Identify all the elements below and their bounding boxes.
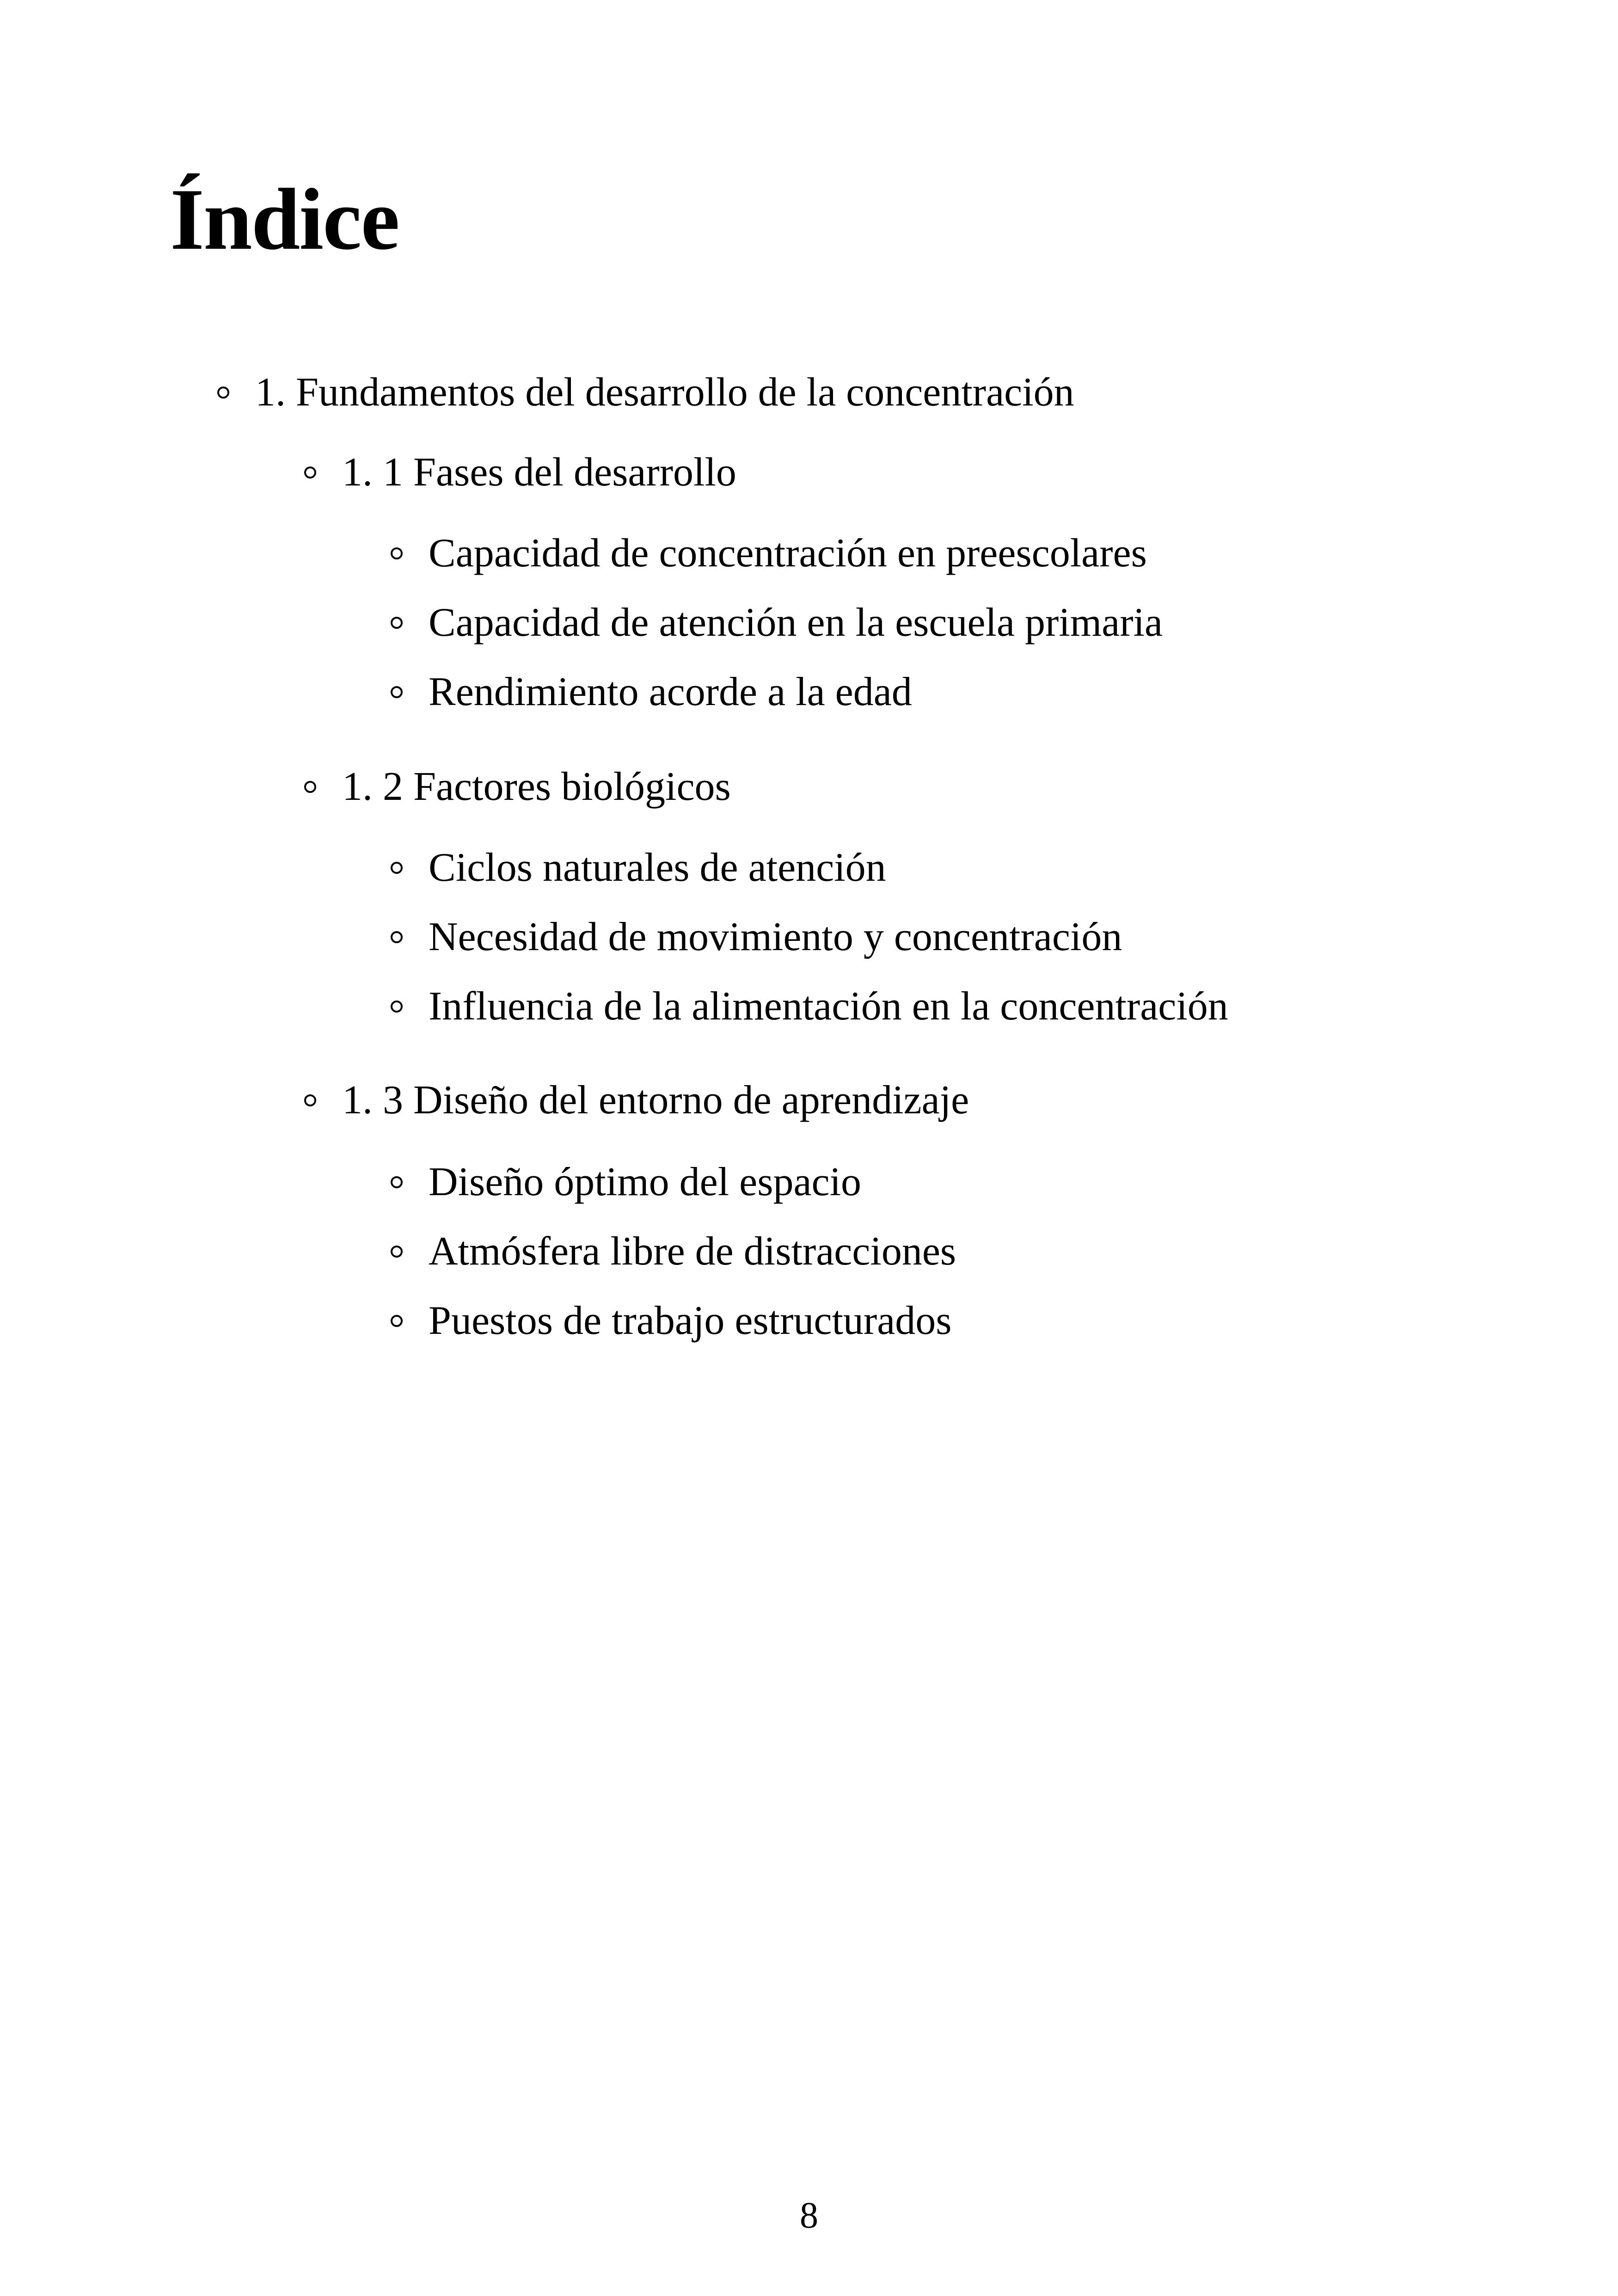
hollow-circle-bullet-icon	[304, 1094, 316, 1106]
toc-entry-label: Diseño óptimo del espacio	[429, 1160, 862, 1204]
toc-entry-section-1-2[interactable]	[304, 764, 731, 809]
toc-entry-section-1-1[interactable]	[304, 452, 736, 493]
toc-entry-subsection[interactable]	[391, 917, 1122, 958]
toc-entry-label: Ciclos naturales de atención	[429, 845, 886, 890]
hollow-circle-bullet-icon	[391, 1315, 403, 1327]
toc-entry-subsection[interactable]	[391, 602, 1163, 643]
hollow-circle-bullet-icon	[304, 467, 316, 479]
toc-entry-chapter-1[interactable]	[217, 372, 1074, 413]
hollow-circle-bullet-icon	[391, 931, 403, 943]
toc-entry-section-1-3[interactable]	[304, 1080, 969, 1121]
toc-entry-label: Atmósfera libre de distracciones	[429, 1229, 956, 1274]
page-number: 8	[800, 2195, 818, 2236]
toc-entry-subsection[interactable]	[391, 533, 1147, 574]
toc-entry-label: Necesidad de movimiento y concentración	[429, 915, 1122, 959]
hollow-circle-bullet-icon	[217, 387, 229, 399]
toc-entry-label: 1. 1 Fases del desarrollo	[342, 450, 736, 495]
hollow-circle-bullet-icon	[391, 1176, 403, 1188]
toc-entry-subsection[interactable]	[391, 1231, 956, 1272]
hollow-circle-bullet-icon	[391, 1246, 403, 1258]
toc-entry-subsection[interactable]	[391, 986, 1228, 1027]
toc-entry-label: 1. 3 Diseño del entorno de aprendizaje	[342, 1078, 969, 1123]
hollow-circle-bullet-icon	[391, 547, 403, 559]
toc-entry-subsection[interactable]	[391, 1298, 952, 1343]
toc-entry-label: 1. Fundamentos del desarrollo de la concentración	[255, 370, 1074, 415]
toc-entry-label: Capacidad de atención en la escuela primaria	[429, 600, 1163, 645]
toc-entry-label: 1. 2 Factores biológicos	[342, 764, 731, 809]
toc-entry-label: Influencia de la alimentación en la concentración	[429, 984, 1228, 1029]
hollow-circle-bullet-icon	[391, 686, 403, 698]
toc-entry-subsection[interactable]	[391, 1162, 861, 1203]
hollow-circle-bullet-icon	[391, 1001, 403, 1013]
hollow-circle-bullet-icon	[391, 617, 403, 629]
toc-entry-label: Puestos de trabajo estructurados	[429, 1298, 952, 1343]
toc-entry-label: Rendimiento acorde a la edad	[429, 669, 912, 714]
page-title: Índice	[170, 171, 399, 268]
hollow-circle-bullet-icon	[304, 781, 316, 793]
hollow-circle-bullet-icon	[391, 862, 403, 874]
toc-entry-label: Capacidad de concentración en preescolares	[429, 531, 1147, 576]
toc-entry-subsection[interactable]	[391, 847, 886, 888]
toc-entry-subsection[interactable]	[391, 669, 912, 714]
